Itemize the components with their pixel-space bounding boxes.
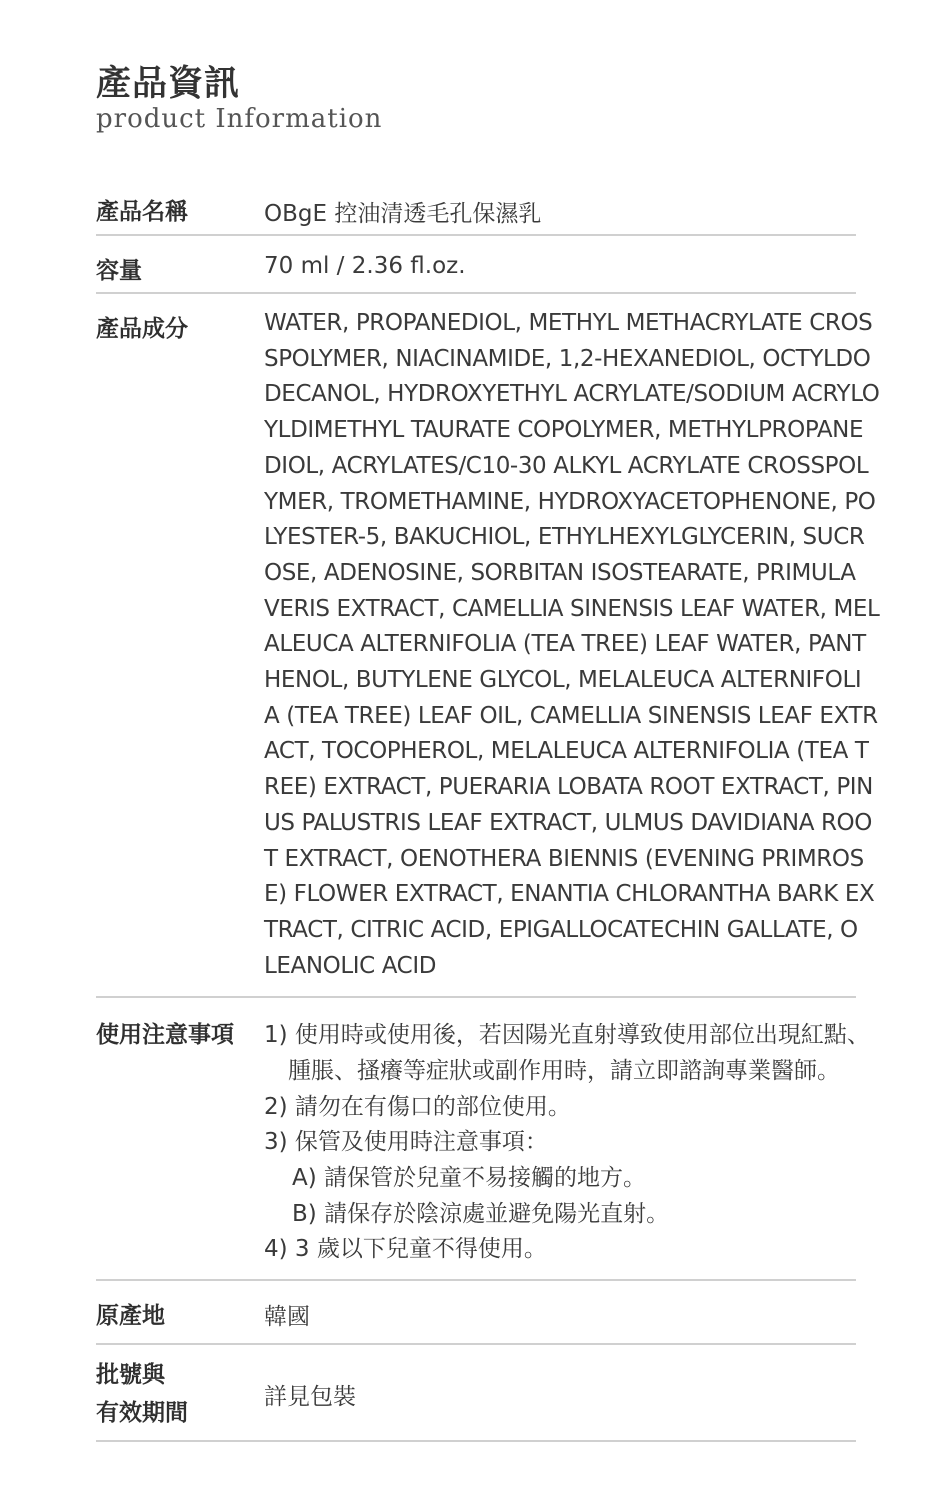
divider <box>96 1343 856 1345</box>
ingredients-line: SPOLYMER, NIACINAMIDE, 1,2-HEXANEDIOL, OCTYLDO <box>264 345 871 372</box>
divider <box>96 1279 856 1281</box>
precaution-item: B) 請保存於陰涼處並避免陽光直射。 <box>292 1201 670 1227</box>
ingredients-label: 產品成分 <box>96 316 188 342</box>
ingredients-line: HENOL, BUTYLENE GLYCOL, MELALEUCA ALTERNIFOLI <box>264 667 862 694</box>
row-volume <box>96 249 856 289</box>
divider <box>96 292 856 294</box>
ingredients-line: LEANOLIC ACID <box>264 952 437 979</box>
ingredients-line: DECANOL, HYDROXYETHYL ACRYLATE/SODIUM ACRYLO <box>264 381 880 408</box>
ingredients-line: ACT, TOCOPHEROL, MELALEUCA ALTERNIFOLIA (TEA T <box>264 738 869 765</box>
ingredients-line: YLDIMETHYL TAURATE COPOLYMER, METHYLPROPANE <box>264 417 864 444</box>
origin-label: 原產地 <box>96 1303 165 1329</box>
product-name-label: 產品名稱 <box>96 199 188 225</box>
ingredients-line: T EXTRACT, OENOTHERA BIENNIS (EVENING PRIMROS <box>264 845 864 872</box>
divider <box>96 996 856 998</box>
row-ingredients <box>96 306 880 986</box>
row-origin <box>96 1294 856 1334</box>
volume-value: 70 ml / 2.36 fl.oz. <box>264 253 466 279</box>
precaution-item: 2) 請勿在有傷口的部位使用。 <box>264 1094 571 1120</box>
ingredients-line: OSE, ADENOSINE, SORBITAN ISOSTEARATE, PRIMULA <box>264 559 856 586</box>
ingredients-line: REE) EXTRACT, PUERARIA LOBATA ROOT EXTRACT, PIN <box>264 774 873 801</box>
batch-expiry-label <box>96 1356 188 1432</box>
ingredients-line: US PALUSTRIS LEAF EXTRACT, ULMUS DAVIDIANA ROO <box>264 809 872 836</box>
ingredients-line: E) FLOWER EXTRACT, ENANTIA CHLORANTHA BARK EX <box>264 881 875 908</box>
row-product-name <box>96 190 856 230</box>
origin-value: 韓國 <box>264 1304 310 1330</box>
batch-expiry-value: 詳見包裝 <box>264 1384 356 1410</box>
precautions-label: 使用注意事項 <box>96 1022 234 1048</box>
precaution-item: 4) 3 歲以下兒童不得使用。 <box>264 1236 547 1262</box>
divider <box>96 1440 856 1442</box>
ingredients-line: DIOL, ACRYLATES/C10-30 ALKYL ACRYLATE CROSSPOL <box>264 452 869 479</box>
batch-label-line: 有效期間 <box>96 1400 188 1426</box>
ingredients-line: VERIS EXTRACT, CAMELLIA SINENSIS LEAF WATER, MEL <box>264 595 880 622</box>
batch-label-line: 批號與 <box>96 1362 165 1388</box>
precaution-item: A) 請保管於兒童不易接觸的地方。 <box>292 1165 647 1191</box>
row-precautions <box>96 1012 870 1267</box>
precaution-item: 3) 保管及使用時注意事項： <box>264 1129 548 1155</box>
ingredients-line: ALEUCA ALTERNIFOLIA (TEA TREE) LEAF WATER, PANT <box>264 631 866 658</box>
ingredients-line: A (TEA TREE) LEAF OIL, CAMELLIA SINENSIS LEAF EXTR <box>264 702 878 729</box>
divider <box>96 234 856 236</box>
ingredients-line: WATER, PROPANEDIOL, METHYL METHACRYLATE CROS <box>264 310 873 336</box>
ingredients-line: TRACT, CITRIC ACID, EPIGALLOCATECHIN GALLATE, O <box>264 916 858 943</box>
page-title-en: product Information <box>96 104 383 134</box>
ingredients-line: YMER, TROMETHAMINE, HYDROXYACETOPHENONE, PO <box>264 488 876 515</box>
volume-label: 容量 <box>96 258 142 284</box>
row-batch-expiry <box>96 1356 856 1432</box>
ingredients-list <box>264 306 880 984</box>
ingredients-line: LYESTER-5, BAKUCHIOL, ETHYLHEXYLGLYCERIN, SUCR <box>264 524 865 551</box>
precaution-item: 1) 使用時或使用後，若因陽光直射導致使用部位出現紅點、 <box>264 1022 870 1048</box>
precaution-item: 腫脹、搔癢等症狀或副作用時，請立即諮詢專業醫師。 <box>288 1058 840 1084</box>
page-title-zh: 產品資訊 <box>96 64 241 104</box>
product-name-value: OBgE 控油清透毛孔保濕乳 <box>264 201 542 227</box>
